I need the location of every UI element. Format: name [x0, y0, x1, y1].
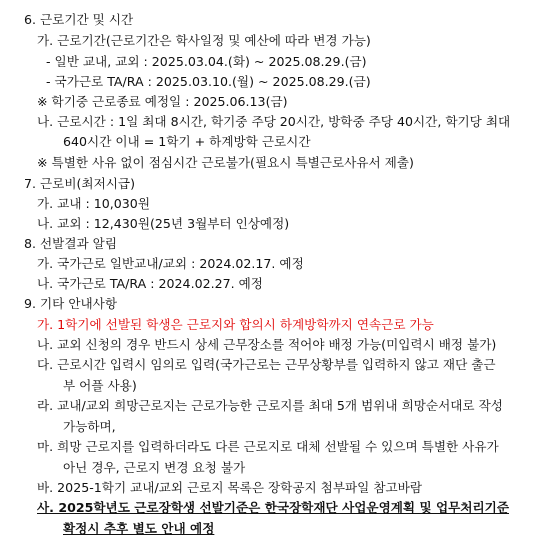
- item-9-da: 다. 근로시간 입력시 임의로 입력(국가근로는 근무상황부를 입력하지 않고 재단 출근: [37, 357, 496, 372]
- item-7-ga: 가. 교내 : 10,030원: [37, 196, 150, 211]
- item-9-na: 나. 교외 신청의 경우 반드시 상세 근무장소를 적어야 배정 가능(미입력시 배정 불가): [37, 337, 497, 352]
- item-7-na: 나. 교외 : 12,430원(25년 3월부터 인상예정): [37, 216, 290, 231]
- section-9-heading: 9. 기타 안내사항: [24, 296, 118, 311]
- item-6-ga-general: - 일반 교내, 교외 : 2025.03.04.(화) ~ 2025.08.29.(금): [46, 54, 367, 69]
- item-9-sa: 사. 2025학년도 근로장학생 선발기준은 한국장학재단 사업운영계획 및 업무처리기준: [37, 500, 509, 515]
- item-6-na: 나. 근로시간 : 1일 최대 8시간, 학기중 주당 20시간, 방학중 주당 40시간, 학기당 최대: [37, 114, 511, 129]
- item-8-ga: 가. 국가근로 일반교내/교외 : 2024.02.17. 예정: [37, 256, 304, 271]
- section-7-heading: 7. 근로비(최저시급): [24, 176, 136, 191]
- item-9-ga: 가. 1학기에 선발된 학생은 근로지와 합의시 하계방학까지 연속근로 가능: [37, 317, 434, 332]
- item-6-na-cont: 640시간 이내 = 1학기 + 하계방학 근로시간: [63, 134, 311, 149]
- item-9-da-cont: 부 어플 사용): [63, 378, 137, 393]
- section-8-heading: 8. 선발결과 알림: [24, 236, 118, 251]
- item-9-ra: 라. 교내/교외 희망근로지는 근로가능한 근로지를 최대 5개 범위내 희망순서대로 작성: [37, 398, 503, 413]
- item-9-ba: 바. 2025-1학기 교내/교외 근로지 목록은 장학공지 첨부파일 참고바람: [37, 480, 423, 495]
- note-semester-end: ※ 학기중 근로종료 예정일 : 2025.06.13(금): [37, 94, 288, 109]
- item-6-ga-tara: - 국가근로 TA/RA : 2025.03.10.(월) ~ 2025.08.29.(금): [46, 74, 371, 89]
- item-9-ma: 마. 희망 근로지를 입력하더라도 다른 근로지로 대체 선발될 수 있으며 특별한 사유가: [37, 439, 499, 454]
- section-6-heading: 6. 근로기간 및 시간: [24, 12, 134, 27]
- item-9-ra-cont: 가능하며,: [63, 419, 116, 434]
- item-9-ma-cont: 아닌 경우, 근로지 변경 요청 불가: [63, 460, 246, 475]
- item-8-na: 나. 국가근로 TA/RA : 2024.02.27. 예정: [37, 276, 263, 291]
- item-6-ga: 가. 근로기간(근로기간은 학사일정 및 예산에 따라 변경 가능): [37, 33, 371, 48]
- note-lunch: ※ 특별한 사유 없이 점심시간 근로불가(필요시 특별근로사유서 제출): [37, 155, 414, 170]
- item-9-sa-cont: 확정시 추후 별도 안내 예정: [63, 521, 215, 536]
